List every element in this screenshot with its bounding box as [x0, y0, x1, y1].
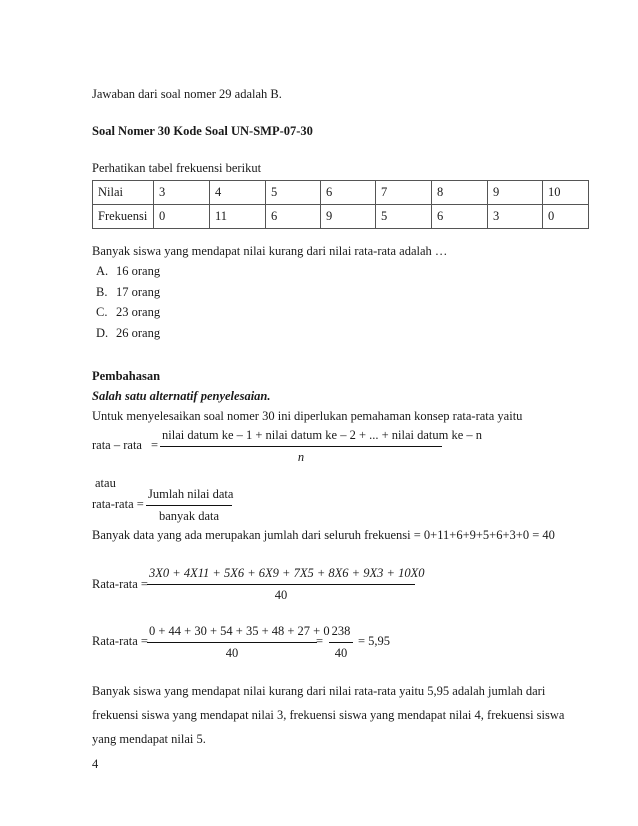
conclusion-line: Banyak siswa yang mendapat nilai kurang dari nilai rata-rata yaitu 5,95 adalah jumlah dari	[92, 684, 546, 698]
option-letter: C.	[96, 305, 108, 319]
total-data-text: Banyak data yang ada merupakan jumlah dari seluruh frekuensi = 0+11+6+9+5+6+3+0 = 40	[92, 528, 555, 542]
option-text: 17 orang	[116, 284, 161, 299]
option-a	[96, 263, 160, 284]
frequency-table	[92, 180, 589, 229]
page-number: 4	[92, 757, 99, 771]
formula4-numerator: 0 + 44 + 30 + 54 + 35 + 48 + 27 + 0	[147, 624, 317, 643]
table-cell: 4	[210, 181, 266, 205]
formula3-numerator: 3X0 + 4X11 + 5X6 + 6X9 + 7X5 + 8X6 + 9X3 + 10X0	[147, 566, 415, 585]
table-cell: 11	[210, 205, 266, 229]
formula3-denominator: 40	[274, 588, 288, 602]
table-cell: 0	[154, 205, 210, 229]
formula2-lhs: rata-rata =	[92, 497, 144, 511]
option-c	[96, 304, 160, 325]
formula4-result-numerator: 238	[329, 624, 353, 643]
formula1-lhs: rata – rata	[92, 438, 142, 452]
answer-options	[96, 263, 160, 345]
formula4-equals: =	[316, 634, 324, 648]
option-text: 26 orang	[116, 325, 161, 340]
table-cell: 3	[488, 205, 543, 229]
conclusion-line: yang mendapat nilai 5.	[92, 732, 206, 746]
formula4-result: = 5,95	[358, 634, 391, 648]
formula2-denominator: banyak data	[158, 509, 220, 523]
question-text: Banyak siswa yang mendapat nilai kurang dari nilai rata-rata adalah …	[92, 244, 448, 258]
formula1-equals: =	[151, 438, 159, 452]
table-cell: 10	[543, 181, 589, 205]
table-cell: 8	[432, 181, 488, 205]
instruction-text: Perhatikan tabel frekuensi berikut	[92, 161, 262, 175]
intro-text: Untuk menyelesaikan soal nomer 30 ini diperlukan pemahaman konsep rata-rata yaitu	[92, 409, 523, 423]
option-letter: B.	[96, 284, 108, 299]
formula4-fraction	[147, 624, 330, 661]
table-header-cell: Nilai	[93, 181, 154, 205]
formula2-fraction	[146, 487, 232, 524]
table-cell: 6	[321, 181, 376, 205]
table-row-label: Frekuensi	[93, 205, 154, 229]
table-cell: 5	[376, 205, 432, 229]
formula2-numerator: Jumlah nilai data	[146, 487, 232, 506]
formula1-numerator: nilai datum ke – 1 + nilai datum ke – 2 + ... + nilai datum ke – n	[160, 428, 442, 447]
formula3-fraction	[147, 566, 425, 603]
table-cell: 6	[432, 205, 488, 229]
discussion-heading: Pembahasan	[92, 369, 161, 383]
table-cell: 6	[266, 205, 321, 229]
formula4-result-denominator: 40	[334, 646, 348, 660]
table-row-values	[93, 181, 589, 205]
option-text: 16 orang	[116, 264, 161, 278]
formula1-denominator: n	[297, 450, 305, 464]
table-cell: 9	[488, 181, 543, 205]
option-text: 23 orang	[116, 305, 161, 319]
question-title: Soal Nomer 30 Kode Soal UN-SMP-07-30	[92, 124, 313, 138]
formula3-lhs: Rata-rata =	[92, 577, 148, 591]
previous-answer: Jawaban dari soal nomer 29 adalah B.	[92, 87, 282, 101]
conclusion-line: frekuensi siswa yang mendapat nilai 3, frekuensi siswa yang mendapat nilai 4, frekuensi siswa	[92, 708, 565, 722]
option-d	[96, 325, 160, 346]
table-cell: 7	[376, 181, 432, 205]
option-b	[96, 284, 160, 305]
formula4-lhs: Rata-rata =	[92, 634, 148, 648]
table-cell: 9	[321, 205, 376, 229]
atau-text: atau	[95, 476, 116, 490]
table-cell: 3	[154, 181, 210, 205]
formula1-fraction	[160, 428, 483, 465]
table-row-frequencies	[93, 205, 589, 229]
option-letter: D.	[96, 325, 109, 340]
alternative-heading: Salah satu alternatif penyelesaian.	[92, 389, 271, 403]
formula4-denominator: 40	[225, 646, 239, 660]
table-cell: 5	[266, 181, 321, 205]
formula4-fraction-result	[329, 624, 353, 661]
option-letter: A.	[96, 264, 109, 278]
table-cell: 0	[543, 205, 589, 229]
